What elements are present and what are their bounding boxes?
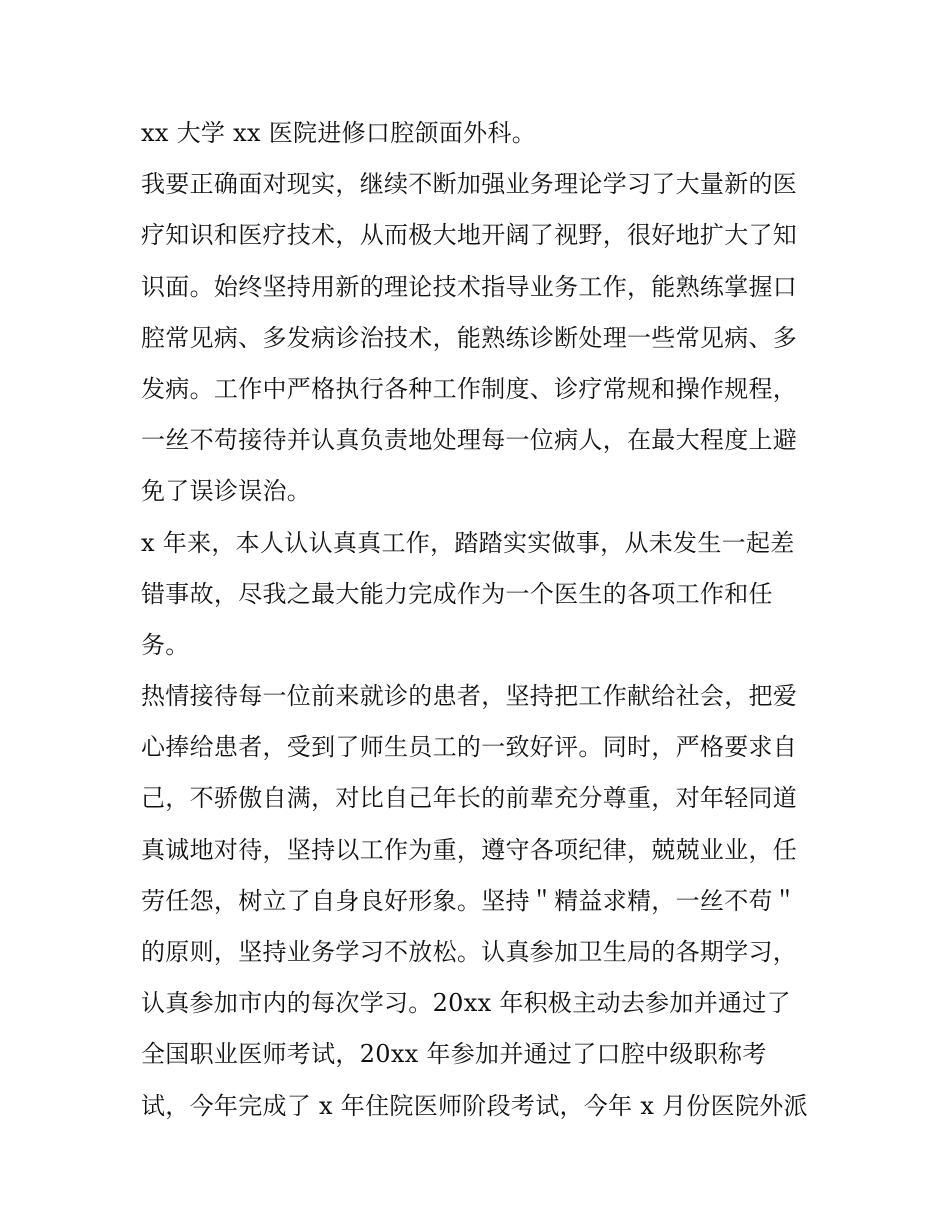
text-line: 免了误诊误治。: [141, 477, 312, 506]
text-line: 一丝不苟接待并认真负责地处理每一位病人，在最大程度上避: [141, 426, 798, 455]
text-line: 劳任怨，树立了自身良好形象。坚持＂精益求精，一丝不苟＂: [141, 886, 798, 915]
text-line: 的原则，坚持业务学习不放松。认真参加卫生局的各期学习，: [141, 938, 798, 966]
text-line: 心捧给患者，受到了师生员工的一致好评。同时，严格要求自: [141, 733, 798, 762]
text-line: x 年来，本人认认真真工作，踏踏实实做事，从未发生一起差: [141, 528, 795, 557]
text-line: 我要正确面对现实，继续不断加强业务理论学习了大量新的医: [141, 170, 798, 199]
text-line: 认真参加市内的每次学习。20xx 年积极主动去参加并通过了: [141, 989, 791, 1018]
text-line: 试，今年完成了 x 年住院医师阶段考试，今年 x 月份医院外派: [141, 1091, 808, 1120]
document-body: [141, 108, 821, 1132]
text-line: 腔常见病、多发病诊治技术，能熟练诊断处理一些常见病、多: [141, 323, 798, 352]
text-line: 己，不骄傲自满，对比自己年长的前辈充分尊重，对年轻同道: [141, 784, 798, 813]
text-line: 务。: [141, 630, 190, 659]
text-line: 真诚地对待，坚持以工作为重，遵守各项纪律，兢兢业业，任: [141, 835, 798, 864]
text-line: 疗知识和医疗技术，从而极大地开阔了视野，很好地扩大了知: [141, 221, 798, 250]
text-line: 错事故，尽我之最大能力完成作为一个医生的各项工作和任: [141, 579, 773, 608]
text-line: 热情接待每一位前来就诊的患者，坚持把工作献给社会，把爱: [141, 682, 798, 711]
text-line: 识面。始终坚持用新的理论技术指导业务工作，能熟练掌握口: [141, 272, 798, 301]
text-line: 发病。工作中严格执行各种工作制度、诊疗常规和操作规程，: [141, 374, 798, 403]
text-line: xx 大学 xx 医院进修口腔颌面外科。: [141, 119, 537, 147]
text-line: 全国职业医师考试，20xx 年参加并通过了口腔中级职称考: [141, 1040, 767, 1069]
